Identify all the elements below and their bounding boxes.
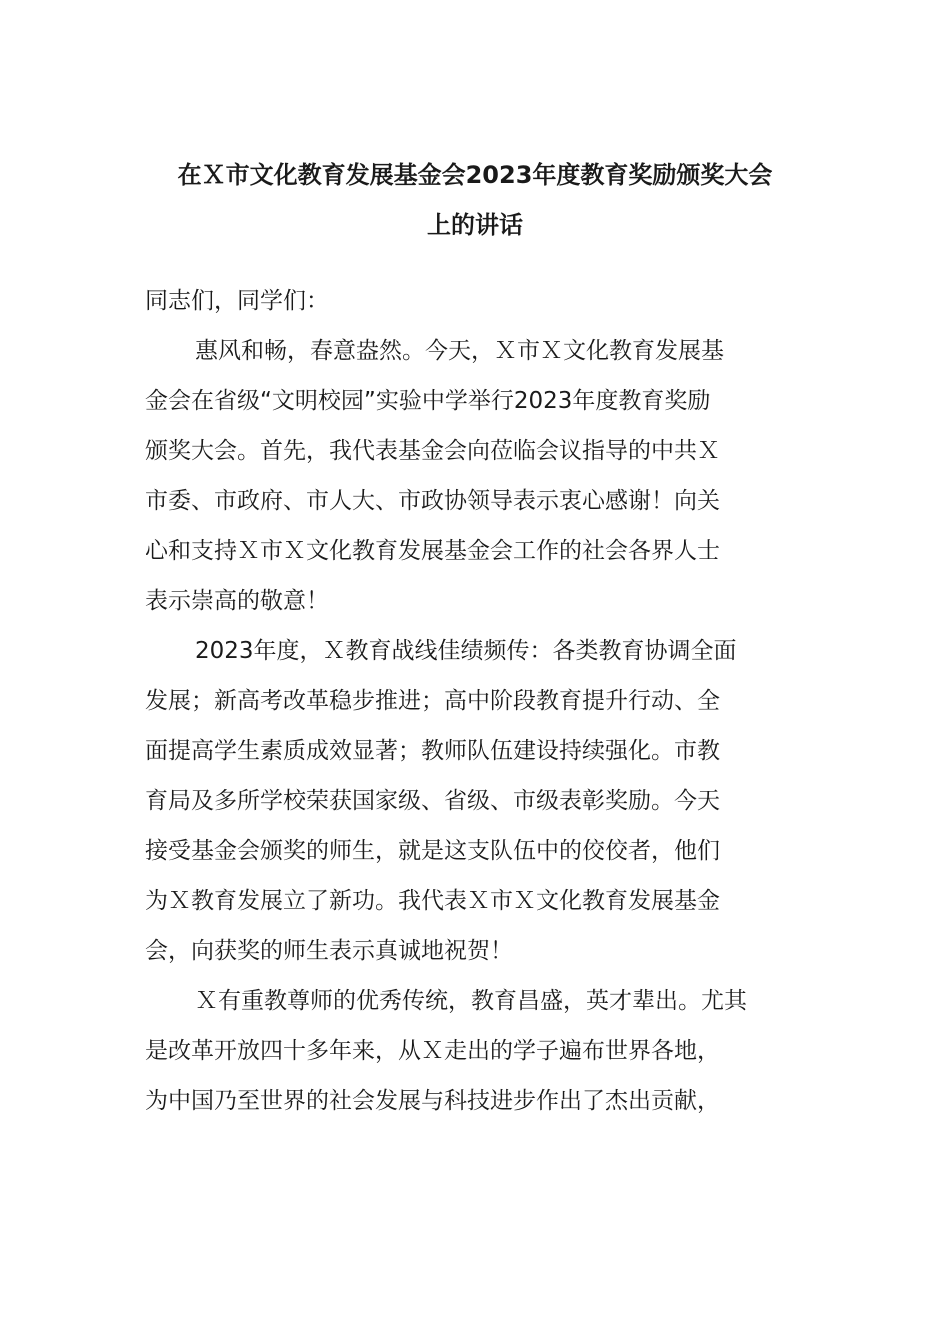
paragraph-1-line-2: 金会在省级“文明校园”实验中学举行2023年度教育奖励 — [145, 388, 711, 414]
document-body — [145, 276, 810, 1126]
paragraph-2-line-6: 为Ｘ教育发展立了新功。我代表Ｘ市Ｘ文化教育发展基金 — [145, 888, 720, 914]
salutation: 同志们，同学们： — [145, 288, 329, 314]
paragraph-2-line-5: 接受基金会颁奖的师生，就是这支队伍中的佼佼者，他们 — [145, 838, 720, 864]
paragraph-1-line-6: 表示崇高的敬意！ — [145, 588, 329, 614]
title-line-2: 上的讲话 — [427, 211, 523, 239]
paragraph-2-line-1: 2023年度，Ｘ教育战线佳绩频传：各类教育协调全面 — [195, 638, 737, 664]
paragraph-2-line-7: 会，向获奖的师生表示真诚地祝贺！ — [145, 938, 513, 964]
paragraph-3-line-3: 为中国乃至世界的社会发展与科技进步作出了杰出贡献， — [145, 1088, 720, 1114]
paragraph-1-line-4: 市委、市政府、市人大、市政协领导表示衷心感谢！向关 — [145, 488, 720, 514]
paragraph-1-line-5: 心和支持Ｘ市Ｘ文化教育发展基金会工作的社会各界人士 — [145, 538, 720, 564]
paragraph-1-line-1: 惠风和畅，春意盎然。今天，Ｘ市Ｘ文化教育发展基 — [195, 338, 724, 364]
paragraph-2-line-2: 发展；新高考改革稳步推进；高中阶段教育提升行动、全 — [145, 688, 720, 714]
title-line-1: 在Ｘ市文化教育发展基金会2023年度教育奖励颁奖大会 — [177, 161, 773, 189]
paragraph-1-line-3: 颁奖大会。首先，我代表基金会向莅临会议指导的中共Ｘ — [145, 438, 720, 464]
paragraph-2-line-3: 面提高学生素质成效显著；教师队伍建设持续强化。市教 — [145, 738, 720, 764]
paragraph-2-line-4: 育局及多所学校荣获国家级、省级、市级表彰奖励。今天 — [145, 788, 720, 814]
paragraph-3-line-1: Ｘ有重教尊师的优秀传统，教育昌盛，英才辈出。尤其 — [195, 988, 747, 1014]
paragraph-3-line-2: 是改革开放四十多年来，从Ｘ走出的学子遍布世界各地， — [145, 1038, 720, 1064]
document-title — [140, 150, 810, 250]
